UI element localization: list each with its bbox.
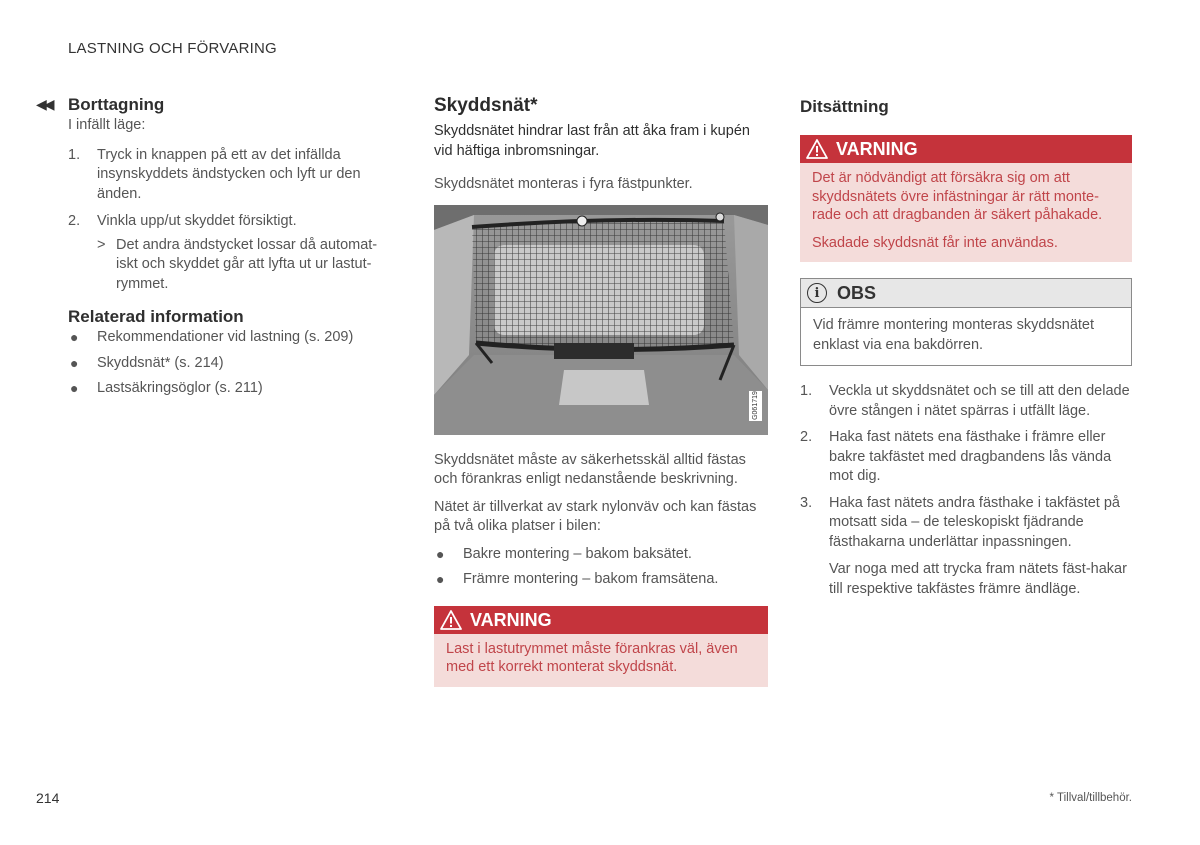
installation-heading: Ditsättning [800,97,889,116]
mounting-option [434,545,768,565]
step-text: Tryck in knappen på ett av det infällda insynskyddets ändstycken och lyft ur den änden. [97,146,361,202]
page-number: 214 [36,790,60,806]
mount-text: Skyddsnätet monteras i fyra fästpunkter. [434,176,693,192]
mounting-options [434,545,768,590]
result-text: Det andra ändstycket lossar då automat-iskt och skyddet går att lyfta ut ur lastut-rymmet. [116,236,378,292]
removal-subtitle: I infällt läge: [68,117,146,133]
section-header: LASTNING OCH FÖRVARING [68,40,277,57]
warning-label: VARNING [836,139,918,159]
step-number: 1. [68,146,81,163]
related-link-text: Rekommendationer vid lastning (s. 209) [97,329,354,345]
mounting-option-text: Bakre montering – bakom baksätet. [463,545,692,562]
related-link-text: Lastsäkringsöglor (s. 211) [97,380,263,396]
bullet-icon: ● [436,545,445,562]
photo-code-label [749,391,762,421]
step-text: Vinkla upp/ut skyddet försiktigt. [97,213,297,229]
warning-box [434,606,768,687]
installation-steps [800,382,1132,599]
paragraph-material: Nätet är tillverkat av stark nylonväv och kan fästas på två olika platser i bilen: [434,498,757,534]
safety-net-heading: Skyddsnät* [434,95,538,116]
removal-steps [68,146,388,295]
mounting-option-text: Främre montering – bakom framsätena. [463,571,719,587]
installation-step [800,428,1132,487]
column-safety-net [434,94,768,687]
step-number: 2. [68,213,81,229]
safety-net-intro: Skyddsnätet hindrar last från att åka fram i kupén vid häftiga inbromsningar. [434,123,750,159]
bullet-icon: ● [436,571,445,587]
installation-step [800,494,1132,600]
step-note: Var noga med att trycka fram nätets fäst-hakar till respektive takfästes främre ändläge. [829,561,1127,597]
related-link[interactable] [68,328,388,348]
warning-triangle-icon [806,139,828,159]
warning-body [800,163,1132,262]
related-link[interactable] [68,354,388,374]
result-marker: > [97,236,106,253]
step-result [97,236,388,295]
warning-text: Det är nödvändigt att försäkra sig om att skyddsnätets övre infästningar är rätt monte-rade och att dragbanden är säkert påhakade. [812,170,1103,223]
photo-code: G061719 [752,391,759,420]
warning-box [800,135,1132,262]
step-number: 2. [800,429,813,445]
step-text: Haka fast nätets ena fästhake i främre eller bakre takfästet med dragbandens lås vända mot dig. [829,429,1112,484]
warning-header [800,135,1132,163]
related-links [68,328,388,399]
bullet-icon: ● [70,354,79,371]
warning-text: Skadade skyddsnät får inte användas. [812,234,1058,251]
cargo-net-photo [434,205,768,435]
cargo-net-illustration [434,205,768,435]
note-header [801,279,1131,308]
installation-step [800,382,1132,421]
warning-label: VARNING [470,609,552,630]
info-icon: i [807,283,827,303]
footnote: * Tillval/tillbehör. [1049,792,1132,804]
removal-step [68,212,388,294]
removal-step [68,146,388,205]
column-removal [68,94,388,405]
removal-heading: Borttagning [68,95,165,114]
step-text: Haka fast nätets andra fästhake i takfästet på motsatt sida – de teleskopiskt fjädrande fästhakarna underlättar inpassningen. [829,494,1120,550]
step-text: Veckla ut skyddsnätet och se till att den delade övre stången i nätet spärras i utfällt läge. [829,383,1130,419]
warning-text: Last i lastutrymmet måste förankras väl, även med ett korrekt monterat skyddsnät. [446,640,738,675]
column-installation [800,94,1132,599]
note-box [800,278,1132,366]
note-label: OBS [837,282,877,303]
related-heading: Relaterad information [68,307,244,326]
mounting-option [434,570,768,590]
warning-triangle-icon [440,610,462,630]
double-left-arrow-icon[interactable]: ◀◀ [36,96,52,112]
note-body: Vid främre montering monteras skyddsnätet enklast via ena bakdörren. [813,317,1095,353]
step-number: 1. [800,383,813,399]
bullet-icon: ● [70,329,79,345]
bullet-icon: ● [70,380,79,396]
warning-body [434,634,768,687]
warning-header [434,606,768,634]
paragraph-security: Skyddsnätet måste av säkerhetsskäl alltid fästas och förankras enligt nedanstående beskrivning. [434,451,746,487]
related-link-text: Skyddsnät* (s. 214) [97,354,224,371]
related-link[interactable] [68,379,388,399]
step-number: 3. [800,494,813,511]
